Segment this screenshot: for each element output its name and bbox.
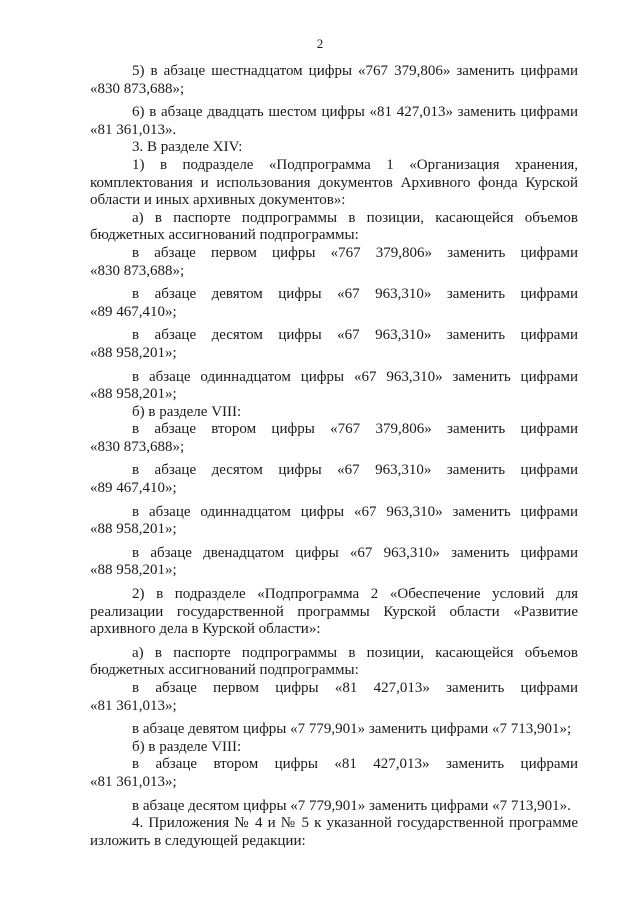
text-line: архивного дела в Курской области»: — [90, 621, 321, 638]
text-line: в абзаце девятом цифры «67 963,310» заменить цифрами — [132, 286, 578, 303]
document-body — [90, 63, 578, 850]
text-line: «830 873,688»; — [90, 262, 185, 279]
text-line: «88 958,201»; — [90, 562, 177, 579]
text-line: в абзаце двенадцатом цифры «67 963,310» заменить цифрами — [132, 544, 578, 561]
text-line: 2) в подразделе «Подпрограмма 2 «Обеспечение условий для — [132, 586, 578, 603]
text-line: бюджетных ассигнований подпрограммы: — [90, 662, 359, 679]
text-line: комплектования и использования документов Архивного фонда Курской — [90, 174, 578, 191]
text-line: бюджетных ассигнований подпрограммы: — [90, 227, 359, 244]
text-line: а) в паспорте подпрограммы в позиции, касающейся объемов — [132, 209, 578, 226]
text-line: 4. Приложения № 4 и № 5 к указанной государственной программе — [132, 815, 578, 832]
text-line: 3. В разделе XIV: — [132, 139, 243, 156]
text-line: «81 361,013». — [90, 121, 177, 138]
text-line: реализации государственной программы Курской области «Развитие — [90, 603, 578, 620]
text-line: «89 467,410»; — [90, 303, 177, 320]
text-line: в абзаце первом цифры «767 379,806» заменить цифрами — [132, 244, 578, 261]
page-number: 2 — [316, 36, 324, 51]
text-line: «89 467,410»; — [90, 480, 177, 497]
text-line: «830 873,688»; — [90, 438, 185, 455]
text-line: а) в паспорте подпрограммы в позиции, касающейся объемов — [132, 644, 578, 661]
text-line: «81 361,013»; — [90, 697, 177, 714]
text-line: «88 958,201»; — [90, 386, 177, 403]
text-line: «81 361,013»; — [90, 773, 177, 790]
text-line: изложить в следующей редакции: — [90, 832, 306, 849]
text-line: 1) в подразделе «Подпрограмма 1 «Организация хранения, — [132, 156, 578, 173]
text-line: области и иных архивных документов»: — [90, 192, 346, 209]
text-line: в абзаце десятом цифры «67 963,310» заменить цифрами — [132, 462, 578, 479]
text-line: б) в разделе VIII: — [132, 738, 242, 755]
text-line: б) в разделе VIII: — [132, 403, 242, 420]
text-line: в абзаце втором цифры «767 379,806» заменить цифрами — [132, 421, 578, 438]
text-line: в абзаце одиннадцатом цифры «67 963,310» заменить цифрами — [132, 368, 578, 385]
text-line: в абзаце девятом цифры «7 779,901» заменить цифрами «7 713,901»; — [132, 721, 572, 738]
text-line: в абзаце одиннадцатом цифры «67 963,310» заменить цифрами — [132, 503, 578, 520]
text-line: 5) в абзаце шестнадцатом цифры «767 379,806» заменить цифрами — [132, 63, 578, 79]
text-line: в абзаце втором цифры «81 427,013» заменить цифрами — [132, 756, 578, 773]
text-line: в абзаце десятом цифры «67 963,310» заменить цифрами — [132, 327, 578, 344]
text-line: в абзаце десятом цифры «7 779,901» заменить цифрами «7 713,901». — [132, 797, 571, 814]
text-line: 6) в абзаце двадцать шестом цифры «81 427,013» заменить цифрами — [132, 104, 578, 121]
text-line: «830 873,688»; — [90, 80, 185, 97]
text-line: в абзаце первом цифры «81 427,013» заменить цифрами — [132, 680, 578, 696]
text-line: «88 958,201»; — [90, 521, 177, 538]
text-line: «88 958,201»; — [90, 344, 177, 361]
